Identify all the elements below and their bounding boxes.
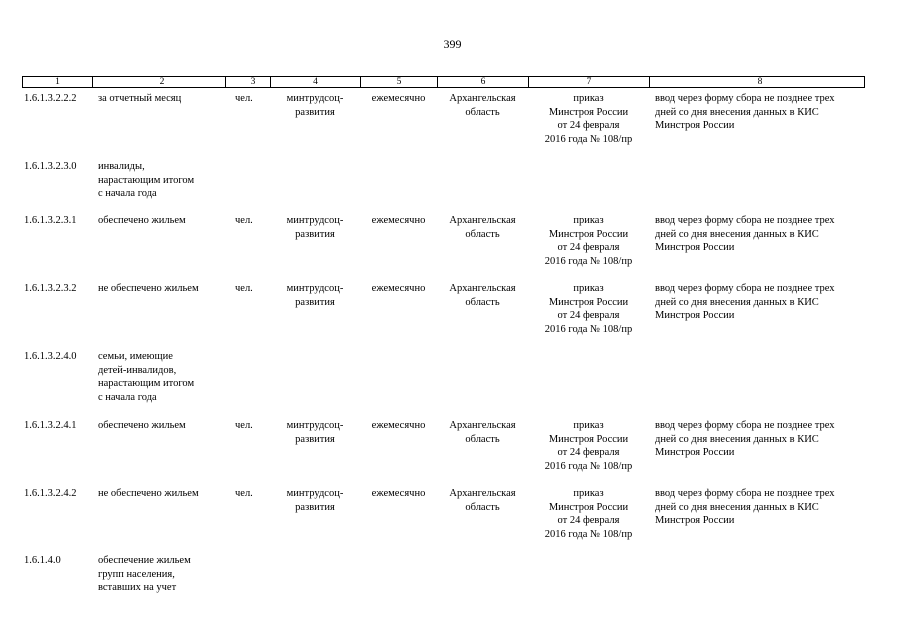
org-cell — [270, 350, 360, 404]
period-cell: ежемесячно — [371, 215, 426, 226]
name-cell: семьи, имеющие детей-инвалидов, нарастающим итогом с начала года — [98, 351, 195, 403]
region-cell — [437, 554, 528, 595]
doc-cell: приказ Минстроя России от 24 февраля 2016 года № 108/пр — [544, 215, 633, 267]
table-header — [22, 76, 865, 88]
region-cell: Архангельская область — [449, 283, 516, 308]
table-row — [22, 554, 863, 595]
period-cell — [360, 350, 437, 404]
code-cell: 1.6.1.3.2.4.1 — [24, 420, 77, 431]
org-cell — [270, 554, 360, 595]
header-col-7: 7 — [529, 77, 650, 87]
method-cell — [649, 350, 863, 404]
table-row — [22, 282, 863, 336]
unit-cell: чел. — [235, 215, 253, 226]
code-cell: 1.6.1.3.2.3.2 — [24, 283, 77, 294]
name-cell: обеспечено жильем — [98, 215, 186, 226]
doc-cell — [528, 160, 649, 201]
period-cell: ежемесячно — [371, 420, 426, 431]
period-cell: ежемесячно — [371, 93, 426, 104]
header-col-1: 1 — [23, 77, 93, 87]
org-cell: минтрудсоц- развития — [286, 93, 344, 118]
table-row — [22, 160, 863, 201]
region-cell — [437, 160, 528, 201]
period-cell: ежемесячно — [371, 488, 426, 499]
doc-cell: приказ Минстроя России от 24 февраля 2016 года № 108/пр — [544, 420, 633, 472]
table-row — [22, 214, 863, 268]
org-cell: минтрудсоц- развития — [286, 283, 344, 308]
region-cell: Архангельская область — [449, 93, 516, 118]
method-cell: ввод через форму сбора не позднее трех дней со дня внесения данных в КИС Минстроя России — [655, 420, 835, 458]
org-cell: минтрудсоц- развития — [286, 488, 344, 513]
doc-cell: приказ Минстроя России от 24 февраля 2016 года № 108/пр — [544, 93, 633, 145]
unit-cell: чел. — [235, 93, 253, 104]
region-cell: Архангельская область — [449, 215, 516, 240]
unit-cell: чел. — [235, 420, 253, 431]
table-row — [22, 487, 863, 541]
header-col-5: 5 — [361, 77, 438, 87]
table-row — [22, 350, 863, 404]
doc-cell: приказ Минстроя России от 24 февраля 2016 года № 108/пр — [544, 283, 633, 335]
unit-cell — [225, 554, 270, 595]
region-cell: Архангельская область — [449, 420, 516, 445]
header-col-4: 4 — [271, 77, 361, 87]
page-number: 399 — [443, 37, 462, 51]
name-cell: не обеспечено жильем — [98, 283, 199, 294]
method-cell: ввод через форму сбора не позднее трех дней со дня внесения данных в КИС Минстроя России — [655, 93, 835, 131]
code-cell: 1.6.1.4.0 — [24, 555, 61, 566]
header-col-6: 6 — [438, 77, 529, 87]
method-cell: ввод через форму сбора не позднее трех дней со дня внесения данных в КИС Минстроя России — [655, 283, 835, 321]
region-cell — [437, 350, 528, 404]
name-cell: за отчетный месяц — [98, 93, 182, 104]
unit-cell: чел. — [235, 488, 253, 499]
name-cell: инвалиды, нарастающим итогом с начала года — [98, 161, 195, 199]
period-cell — [360, 160, 437, 201]
method-cell — [649, 554, 863, 595]
doc-cell: приказ Минстроя России от 24 февраля 2016 года № 108/пр — [544, 488, 633, 540]
period-cell — [360, 554, 437, 595]
name-cell: не обеспечено жильем — [98, 488, 199, 499]
code-cell: 1.6.1.3.2.3.1 — [24, 215, 77, 226]
table-row — [22, 92, 863, 146]
period-cell: ежемесячно — [371, 283, 426, 294]
doc-cell — [528, 554, 649, 595]
method-cell — [649, 160, 863, 201]
code-cell: 1.6.1.3.2.4.0 — [24, 351, 77, 362]
header-col-8: 8 — [757, 77, 763, 87]
method-cell: ввод через форму сбора не позднее трех дней со дня внесения данных в КИС Минстроя России — [655, 488, 835, 526]
method-cell: ввод через форму сбора не позднее трех дней со дня внесения данных в КИС Минстроя России — [655, 215, 835, 253]
doc-cell — [528, 350, 649, 404]
org-cell: минтрудсоц- развития — [286, 420, 344, 445]
unit-cell — [225, 350, 270, 404]
name-cell: обеспечение жильем групп населения, вставших на учет — [98, 555, 191, 593]
code-cell: 1.6.1.3.2.3.0 — [24, 161, 77, 172]
unit-cell: чел. — [235, 283, 253, 294]
code-cell: 1.6.1.3.2.2.2 — [24, 93, 77, 104]
org-cell: минтрудсоц- развития — [286, 215, 344, 240]
region-cell: Архангельская область — [449, 488, 516, 513]
unit-cell — [225, 160, 270, 201]
org-cell — [270, 160, 360, 201]
header-col-3: 3 — [226, 77, 271, 87]
table-row — [22, 419, 863, 473]
header-col-2: 2 — [93, 77, 226, 87]
code-cell: 1.6.1.3.2.4.2 — [24, 488, 77, 499]
name-cell: обеспечено жильем — [98, 420, 186, 431]
